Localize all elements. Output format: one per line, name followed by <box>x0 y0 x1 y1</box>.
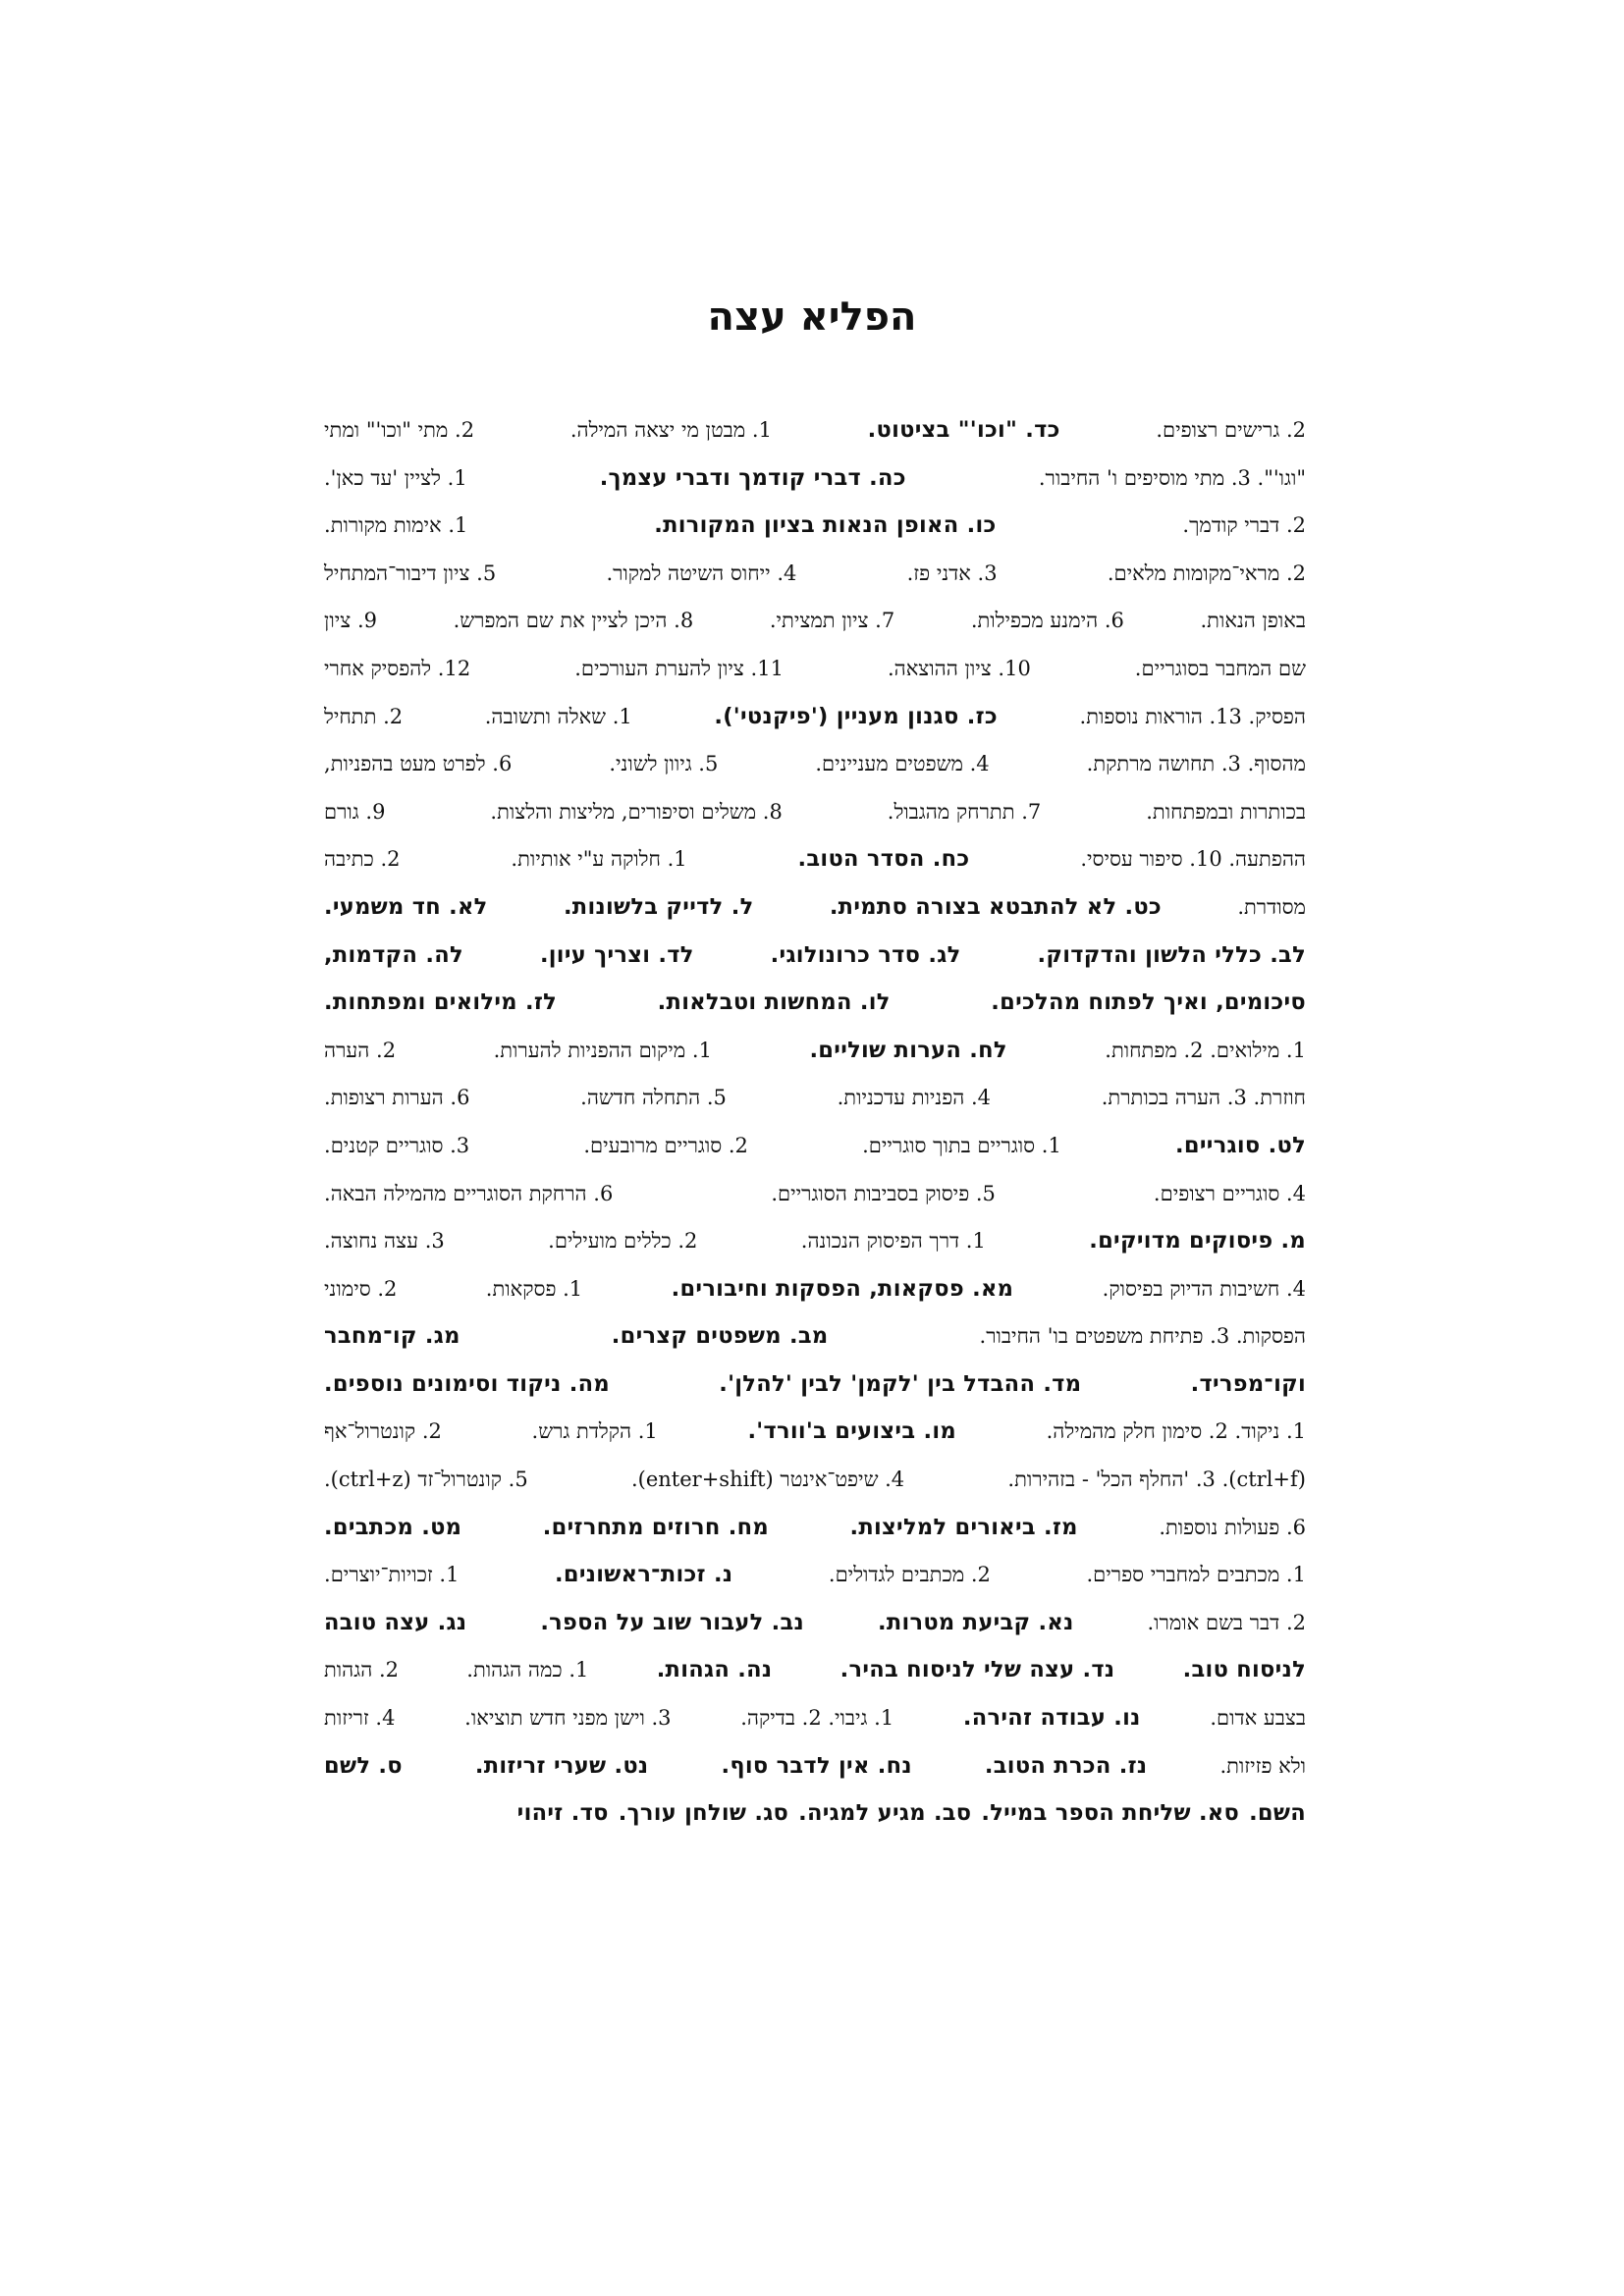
subsection-item: 1. מבטן מי יצאה המילה. <box>569 418 772 442</box>
section-heading: מא. פסקאות, הפסקות וחיבורים. <box>671 1275 1014 1302</box>
text-line <box>324 1122 1306 1170</box>
subsection-item: 3. וישן מפני חדש תוציאו. <box>464 1706 672 1731</box>
subsection-item: 1. מיקום ההפניות להערות. <box>493 1038 712 1062</box>
subsection-item: 1. גיבוי. 2. בדיקה. <box>740 1706 894 1731</box>
subsection-item: 2. דבר בשם אומרו. <box>1147 1610 1306 1634</box>
text-line <box>324 1504 1306 1552</box>
subsection-item: 1. ניקוד. 2. סימון חלק מהמילה. <box>1046 1419 1306 1444</box>
subsection-item: 2. מכתבים לגדולים. <box>828 1563 991 1587</box>
subsection-item: 3. אדני פז. <box>906 561 998 585</box>
subsection-item: 9. גורם <box>324 799 386 824</box>
text-line <box>324 1265 1306 1313</box>
subsection-item: 4. חשיבות הדיוק בפיסוק. <box>1102 1276 1306 1301</box>
running-title: הפליא עצה <box>707 294 917 340</box>
subsection-item: 7. ציון תמציתי. <box>769 609 895 633</box>
subsection-item: 1. מכתבים למחברי ספרים. <box>1086 1563 1306 1587</box>
text-line <box>324 502 1306 550</box>
section-heading: סג. שולחן עורך. <box>618 1800 789 1827</box>
subsection-item: 5. קונטרול־זד (ctrl+z). <box>324 1468 528 1492</box>
section-heading: מג. קו־מחבר <box>324 1323 460 1350</box>
subsection-item: 4. ייחוס השיטה למקור. <box>606 561 797 585</box>
subsection-item: 6. פעולות נוספות. <box>1159 1515 1306 1539</box>
text-line <box>324 1599 1306 1647</box>
section-heading: נה. הגהות. <box>656 1657 773 1683</box>
subsection-item: 2. קונטרול־אף <box>324 1419 442 1444</box>
text-line <box>324 550 1306 598</box>
subsection-item: 2. הגהות <box>324 1658 399 1682</box>
text-line <box>324 1789 1306 1838</box>
text-line <box>324 645 1306 693</box>
section-heading: מה. ניקוד וסימונים נוספים. <box>324 1370 610 1397</box>
text-line <box>324 1646 1306 1694</box>
section-heading: מד. ההבדל בין 'לקמן' לבין 'להלן'. <box>719 1370 1082 1397</box>
text-line <box>324 1027 1306 1075</box>
section-heading: ס. לשם <box>324 1752 403 1779</box>
subsection-item: מסודרת. <box>1237 894 1306 919</box>
section-heading: סא. שליחת הספר במייל. <box>981 1800 1240 1827</box>
subsection-item: 1. חלוקה ע"י אותיות. <box>511 847 687 872</box>
text-line <box>324 406 1306 454</box>
text-line <box>324 788 1306 836</box>
section-heading: סב. מגיע למגיה. <box>798 1800 972 1827</box>
subsection-item: 6. הרחקת הסוגריים מהמילה הבאה. <box>324 1181 614 1205</box>
table-of-contents-text <box>324 406 1306 1838</box>
subsection-item: ולא פזיזות. <box>1219 1753 1306 1778</box>
subsection-item: 1. פסקאות. <box>485 1276 583 1301</box>
section-heading: מז. ביאורים למליצות. <box>849 1514 1078 1540</box>
subsection-item: 9. ציון <box>324 609 378 633</box>
section-heading: נב. לעבור שוב על הספר. <box>540 1609 805 1635</box>
section-heading: כד. "וכו'" בציטוט. <box>867 417 1060 443</box>
subsection-item: 5. ציון דיבור־המתחיל <box>324 561 497 585</box>
subsection-item: "וגו'". 3. מתי מוסיפים ו' החיבור. <box>1038 465 1306 490</box>
subsection-item: בכותרות ובמפתחות. <box>1146 799 1306 824</box>
subsection-item: 7. תתרחק מהגבול. <box>887 799 1042 824</box>
text-line <box>324 1312 1306 1361</box>
subsection-item: 2. כללים מועילים. <box>548 1229 698 1254</box>
subsection-item: 2. דברי קודמך. <box>1182 513 1306 538</box>
section-heading: נז. הכרת הטוב. <box>984 1752 1148 1779</box>
subsection-item: 5. גיוון לשוני. <box>609 752 719 776</box>
text-line <box>324 1170 1306 1218</box>
section-heading: לה. הקדמות, <box>324 941 463 968</box>
subsection-item: באופן הנאות. <box>1200 609 1306 633</box>
text-line <box>324 740 1306 788</box>
subsection-item: הפסקות. 3. פתיחת משפטים בו' החיבור. <box>979 1324 1306 1349</box>
subsection-item: 8. משלים וסיפורים, מליצות והלצות. <box>490 799 783 824</box>
subsection-item: 1. כמה הגהות. <box>466 1658 589 1682</box>
subsection-item: 2. כתיבה <box>324 847 401 872</box>
subsection-item: 6. לפרט מעט בהפניות, <box>324 752 513 776</box>
subsection-item: 3. סוגריים קטנים. <box>324 1133 470 1157</box>
subsection-item: 2. סימוני <box>324 1276 398 1301</box>
section-heading: נ. זכות־ראשונים. <box>555 1562 733 1588</box>
subsection-item: 6. הימנע מכפילות. <box>970 609 1124 633</box>
subsection-item: 4. משפטים מעניינים. <box>815 752 990 776</box>
section-heading: סד. זיהוי <box>516 1800 609 1827</box>
subsection-item: 3. עצה נחוצה. <box>324 1229 445 1254</box>
text-line <box>324 1408 1306 1456</box>
subsection-item: 4. שיפט־אינטר (enter+shift). <box>630 1468 905 1492</box>
section-heading: נט. שערי זריזות. <box>474 1752 649 1779</box>
subsection-item: ההפתעה. 10. סיפור עסיסי. <box>1080 847 1306 872</box>
section-heading: וקו־מפריד. <box>1190 1370 1306 1397</box>
section-heading: מו. ביצועים ב'וורד'. <box>747 1418 956 1445</box>
subsection-item: בצבע אדום. <box>1210 1706 1306 1731</box>
subsection-item: 8. היכן לציין את שם המפרש. <box>453 609 694 633</box>
section-heading: נג. עצה טובה <box>324 1609 467 1635</box>
section-heading: לניסוח טוב. <box>1182 1657 1306 1683</box>
section-heading: נא. קביעת מטרות. <box>877 1609 1074 1635</box>
text-line <box>324 1742 1306 1790</box>
section-heading: כו. האופן הנאות בציון המקורות. <box>654 512 997 539</box>
subsection-item: מהסוף. 3. תחושה מרתקת. <box>1086 752 1306 776</box>
subsection-item: 6. הערות רצופות. <box>324 1086 470 1110</box>
subsection-item: 2. גרישים רצופים. <box>1156 418 1306 442</box>
text-line <box>324 1217 1306 1265</box>
text-line <box>324 979 1306 1027</box>
section-heading: כח. הסדר הטוב. <box>797 846 970 873</box>
section-heading: לט. סוגריים. <box>1175 1132 1306 1158</box>
subsection-item: 12. להפסיק אחרי <box>324 656 471 680</box>
text-line <box>324 1551 1306 1599</box>
section-heading: נו. עבודה זהירה. <box>962 1705 1141 1732</box>
section-heading: לז. מילואים ומפתחות. <box>324 989 558 1016</box>
section-heading: לד. וצריך עיון. <box>539 941 694 968</box>
section-heading: נח. אין לדבר סוף. <box>721 1752 912 1779</box>
text-line <box>324 932 1306 980</box>
section-heading: לג. סדר כרונולוגי. <box>770 941 961 968</box>
subsection-item: 5. פיסוק בסביבות הסוגריים. <box>771 1181 996 1205</box>
subsection-item: 1. סוגריים בתוך סוגריים. <box>862 1133 1061 1157</box>
section-heading: לב. כללי הלשון והדקדוק. <box>1037 941 1306 968</box>
section-heading: כה. דברי קודמך ודברי עצמך. <box>599 464 906 491</box>
subsection-item: הפסיק. 13. הוראות נוספות. <box>1079 704 1306 728</box>
section-heading: ל. לדייק בלשונות. <box>563 893 754 920</box>
subsection-item: 4. זריזות <box>324 1706 396 1731</box>
section-heading: לא. חד משמעי. <box>324 893 488 920</box>
section-heading: לח. הערות שוליים. <box>809 1037 1007 1063</box>
subsection-item: שם המחבר בסוגריים. <box>1134 656 1306 680</box>
section-heading: סיכומים, ואיך לפתוח מהלכים. <box>991 989 1306 1016</box>
text-line <box>324 883 1306 932</box>
text-line <box>324 1456 1306 1504</box>
subsection-item: 5. התחלה חדשה. <box>580 1086 727 1110</box>
subsection-item: 1. דרך הפיסוק הנכונה. <box>800 1229 986 1254</box>
subsection-item: 11. ציון להערת העורכים. <box>574 656 784 680</box>
text-line <box>324 597 1306 645</box>
subsection-item: (ctrl+f). 3. 'החלף הכל' - בזהירות. <box>1007 1468 1306 1492</box>
section-heading: מח. חרוזים מתחרזים. <box>542 1514 769 1540</box>
section-heading: כט. לא להתבטא בצורה סתמית. <box>829 893 1162 920</box>
text-line <box>324 1694 1306 1742</box>
section-heading: כז. סגנון מעניין ('פיקנטי'). <box>714 703 998 729</box>
subsection-item: 1. מילואים. 2. מפתחות. <box>1105 1038 1306 1062</box>
section-heading: השם. <box>1249 1800 1306 1827</box>
subsection-item: 4. הפניות עדכניות. <box>837 1086 992 1110</box>
subsection-item: 1. לציין 'עד כאן'. <box>324 465 467 490</box>
section-heading: לו. המחשות וטבלאות. <box>657 989 891 1016</box>
section-heading: מב. משפטים קצרים. <box>611 1323 829 1350</box>
text-line <box>324 693 1306 741</box>
section-heading: מ. פיסוקים מדויקים. <box>1089 1228 1306 1255</box>
subsection-item: 2. מתי "וכו'" ומתי <box>324 418 475 442</box>
text-line <box>324 835 1306 883</box>
section-heading: מט. מכתבים. <box>324 1514 462 1540</box>
subsection-item: 2. הערה <box>324 1038 397 1062</box>
subsection-item: 1. שאלה ותשובה. <box>484 704 632 728</box>
subsection-item: חוזרת. 3. הערה בכותרת. <box>1101 1086 1306 1110</box>
subsection-item: 1. זכויות־יוצרים. <box>324 1563 460 1587</box>
text-line <box>324 454 1306 503</box>
subsection-item: 10. ציון ההוצאה. <box>887 656 1031 680</box>
text-line <box>324 1361 1306 1409</box>
text-line <box>324 1074 1306 1122</box>
subsection-item: 4. סוגריים רצופים. <box>1153 1181 1306 1205</box>
subsection-item: 2. תתחיל <box>324 704 404 728</box>
subsection-item: 1. הקלדת גרש. <box>531 1419 658 1444</box>
subsection-item: 2. סוגריים מרובעים. <box>583 1133 748 1157</box>
subsection-item: 2. מראי־מקומות מלאים. <box>1107 561 1306 585</box>
subsection-item: 1. אימות מקורות. <box>324 513 468 538</box>
section-heading: נד. עצה שלי לניסוח בהיר. <box>839 1657 1115 1683</box>
